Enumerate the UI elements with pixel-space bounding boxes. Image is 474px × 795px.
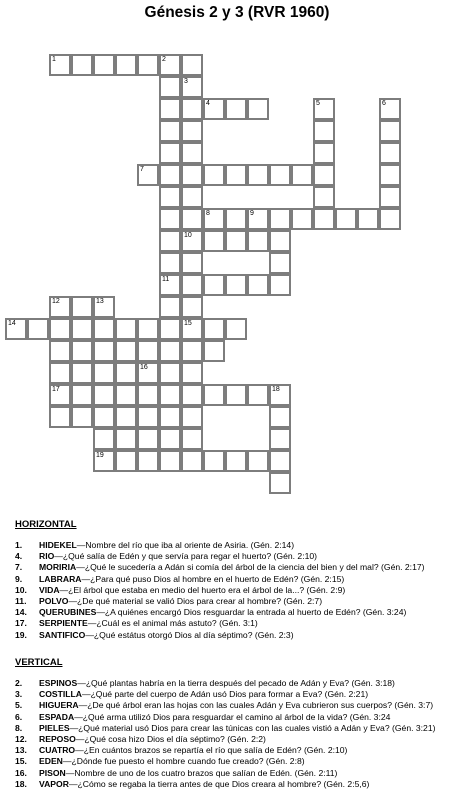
clue-item: [15, 562, 470, 573]
crossword-cell[interactable]: [181, 98, 203, 120]
crossword-cell[interactable]: [379, 186, 401, 208]
clue-item: [15, 540, 470, 551]
crossword-cell[interactable]: [115, 384, 137, 406]
crossword-cell[interactable]: [247, 164, 269, 186]
clue-item-answer: REPOSO: [39, 734, 76, 745]
clue-item: [15, 745, 470, 756]
crossword-cell[interactable]: [247, 98, 269, 120]
crossword-cell[interactable]: [203, 230, 225, 252]
crossword-cell[interactable]: [159, 98, 181, 120]
crossword-cell[interactable]: [137, 406, 159, 428]
crossword-cell[interactable]: [49, 318, 71, 340]
clue-item-text: —¿Qué le sucedería a Adán si comía del árbol de la ciencia del bien y del mal? (Gén. 2:17): [76, 562, 425, 573]
clue-number: 4: [206, 100, 210, 107]
crossword-cell[interactable]: [181, 230, 203, 252]
vertical-heading: VERTICAL: [15, 657, 63, 668]
crossword-cell[interactable]: [379, 120, 401, 142]
clue-item-number: 15.: [15, 756, 27, 767]
crossword-cell[interactable]: [181, 76, 203, 98]
crossword-cell[interactable]: [49, 362, 71, 384]
clue-number: 1: [52, 56, 56, 63]
clue-item-text: —¿El árbol que estaba en medio del huerto era el árbol de la...? (Gén. 2:9): [59, 584, 346, 595]
crossword-cell[interactable]: [159, 296, 181, 318]
clue-item-text: —¿Qué parte del cuerpo de Adán usó Dios para formar a Eva? (Gén. 2:21): [81, 689, 369, 700]
crossword-cell[interactable]: [159, 340, 181, 362]
clue-item-number: 3.: [15, 689, 23, 700]
clue-item: [15, 700, 470, 711]
crossword-cell[interactable]: [225, 274, 247, 296]
crossword-cell[interactable]: [269, 274, 291, 296]
crossword-cell[interactable]: [203, 450, 225, 472]
crossword-cell[interactable]: [313, 164, 335, 186]
crossword-cell[interactable]: [379, 98, 401, 120]
clue-item-text: —¿Dónde fue puesto el hombre cuando fue creado? (Gén. 2:8): [62, 756, 305, 767]
crossword-cell[interactable]: [181, 450, 203, 472]
clue-item-answer: CUATRO: [39, 745, 76, 756]
clue-item-number: 17.: [15, 618, 27, 629]
crossword-cell[interactable]: [71, 318, 93, 340]
clue-item: [15, 756, 470, 767]
clue-item-answer: COSTILLA: [39, 689, 82, 700]
crossword-cell[interactable]: [93, 340, 115, 362]
clue-item-text: —Nombre de uno de los cuatro brazos que salían de Edén. (Gén. 2:11): [65, 767, 338, 778]
crossword-cell[interactable]: [247, 384, 269, 406]
crossword-cell[interactable]: [159, 362, 181, 384]
crossword-cell[interactable]: [247, 230, 269, 252]
crossword-cell[interactable]: [159, 54, 181, 76]
clue-item-text: —¿Qué arma utilizó Dios para resguardar el camino al árbol de la vida? (Gén. 3:24: [74, 711, 391, 722]
clue-item: [15, 618, 470, 629]
crossword-cell[interactable]: [93, 362, 115, 384]
crossword-cell[interactable]: [49, 296, 71, 318]
clue-item-text: —¿Qué estátus otorgó Dios al día séptimo? (Gén. 2:3): [85, 629, 294, 640]
clue-item: [15, 768, 470, 779]
crossword-cell[interactable]: [181, 120, 203, 142]
crossword-cell[interactable]: [181, 406, 203, 428]
crossword-cell[interactable]: [137, 450, 159, 472]
clue-item-number: 16.: [15, 767, 27, 778]
clue-item-number: 9.: [15, 573, 23, 584]
crossword-cell[interactable]: [269, 406, 291, 428]
clue-item: [15, 779, 470, 790]
clue-item: [15, 585, 470, 596]
crossword-cell[interactable]: [115, 340, 137, 362]
crossword-cell[interactable]: [159, 120, 181, 142]
crossword-cell[interactable]: [203, 384, 225, 406]
crossword-cell[interactable]: [71, 384, 93, 406]
clue-item-answer: ESPADA: [39, 711, 75, 722]
crossword-cell[interactable]: [181, 362, 203, 384]
crossword-cell[interactable]: [137, 318, 159, 340]
clue-number: 9: [250, 210, 254, 217]
crossword-cell[interactable]: [159, 406, 181, 428]
clue-item-number: 2.: [15, 678, 23, 688]
clue-item-number: 18.: [15, 778, 27, 789]
crossword-cell[interactable]: [181, 208, 203, 230]
clue-item-text: —¿Para qué puso Dios al hombre en el huerto de Edén? (Gén. 2:15): [81, 573, 345, 584]
clue-number: 5: [316, 100, 320, 107]
crossword-cell[interactable]: [93, 54, 115, 76]
crossword-cell[interactable]: [159, 428, 181, 450]
clue-item-number: 10.: [15, 584, 27, 595]
crossword-cell[interactable]: [71, 54, 93, 76]
clue-item: [15, 551, 470, 562]
crossword-cell[interactable]: [247, 208, 269, 230]
crossword-cell[interactable]: [49, 340, 71, 362]
clue-item-answer: HIDEKEL: [39, 540, 77, 550]
clue-number: 14: [8, 320, 16, 327]
clue-item: [15, 607, 470, 618]
crossword-cell[interactable]: [313, 186, 335, 208]
crossword-cell[interactable]: [181, 318, 203, 340]
crossword-cell[interactable]: [5, 318, 27, 340]
crossword-cell[interactable]: [313, 208, 335, 230]
clue-number: 19: [96, 452, 104, 459]
crossword-cell[interactable]: [159, 164, 181, 186]
clue-item-answer: SERPIENTE: [39, 618, 88, 629]
crossword-cell[interactable]: [379, 164, 401, 186]
crossword-cell[interactable]: [137, 54, 159, 76]
clue-number: 16: [140, 364, 148, 371]
crossword-cell[interactable]: [313, 98, 335, 120]
crossword-cell[interactable]: [115, 450, 137, 472]
crossword-cell[interactable]: [269, 252, 291, 274]
crossword-cell[interactable]: [181, 296, 203, 318]
clue-number: 7: [140, 166, 144, 173]
crossword-cell[interactable]: [225, 164, 247, 186]
clue-item-text: —Nombre del río que iba al oriente de Asiria. (Gén. 2:14): [76, 540, 295, 550]
crossword-cell[interactable]: [115, 428, 137, 450]
clue-number: 3: [184, 78, 188, 85]
clue-item-number: 1.: [15, 540, 23, 550]
crossword-cell[interactable]: [93, 450, 115, 472]
crossword-cell[interactable]: [115, 406, 137, 428]
crossword-cell[interactable]: [93, 296, 115, 318]
crossword-cell[interactable]: [49, 384, 71, 406]
crossword-cell[interactable]: [203, 318, 225, 340]
crossword-cell[interactable]: [379, 142, 401, 164]
crossword-cell[interactable]: [159, 142, 181, 164]
crossword-cell[interactable]: [71, 296, 93, 318]
clue-number: 13: [96, 298, 104, 305]
crossword-cell[interactable]: [181, 428, 203, 450]
clue-item-number: 8.: [15, 722, 23, 733]
crossword-cell[interactable]: [93, 428, 115, 450]
crossword-cell[interactable]: [269, 428, 291, 450]
crossword-cell[interactable]: [357, 208, 379, 230]
clue-item-text: —¿De qué árbol eran las hojas con las cuales Adán y Eva cubrieron sus cuerpos? (Gén. 3:7): [78, 700, 434, 711]
crossword-cell[interactable]: [159, 208, 181, 230]
crossword-cell[interactable]: [93, 318, 115, 340]
crossword-cell[interactable]: [225, 384, 247, 406]
crossword-cell[interactable]: [203, 208, 225, 230]
clue-item: [15, 723, 470, 734]
crossword-cell[interactable]: [181, 164, 203, 186]
clue-number: 17: [52, 386, 60, 393]
crossword-cell[interactable]: [159, 76, 181, 98]
crossword-cell[interactable]: [269, 208, 291, 230]
clue-item-text: —¿Qué cosa hizo Dios el día séptimo? (Gén. 2:2): [75, 734, 266, 745]
crossword-cell[interactable]: [159, 450, 181, 472]
crossword-cell[interactable]: [181, 252, 203, 274]
crossword-cell[interactable]: [269, 230, 291, 252]
clue-item-number: 5.: [15, 700, 23, 711]
crossword-cell[interactable]: [159, 274, 181, 296]
crossword-cell[interactable]: [137, 340, 159, 362]
crossword-cell[interactable]: [313, 120, 335, 142]
clue-item-number: 19.: [15, 629, 27, 640]
crossword-cell[interactable]: [181, 54, 203, 76]
clue-number: 8: [206, 210, 210, 217]
clue-item-number: 7.: [15, 562, 23, 573]
crossword-cell[interactable]: [93, 384, 115, 406]
clue-item-text: —¿A quiénes encargó Dios resguardar la entrada al huerto de Edén? (Gén. 3:24): [96, 607, 407, 618]
crossword-cell[interactable]: [291, 208, 313, 230]
crossword-cell[interactable]: [203, 98, 225, 120]
clue-item-answer: HIGUERA: [39, 700, 79, 711]
horizontal-clue-list: [15, 540, 470, 641]
clue-number: 15: [184, 320, 192, 327]
clue-item-answer: ESPINOS: [39, 678, 78, 688]
clue-item: [15, 678, 470, 689]
crossword-cell[interactable]: [247, 450, 269, 472]
crossword-cell[interactable]: [159, 318, 181, 340]
clue-item-text: —¿En cuántos brazos se repartía el río que salía de Edén? (Gén. 2:10): [75, 745, 348, 756]
clue-item-answer: LABRARA: [39, 573, 82, 584]
crossword-cell[interactable]: [269, 164, 291, 186]
clue-item-text: —¿Cuál es el animal más astuto? (Gén. 3:1): [87, 618, 258, 629]
crossword-cell[interactable]: [159, 230, 181, 252]
clue-number: 18: [272, 386, 280, 393]
crossword-cell[interactable]: [137, 362, 159, 384]
clue-item: [15, 596, 470, 607]
crossword-cell[interactable]: [181, 142, 203, 164]
clue-number: 6: [382, 100, 386, 107]
clue-item-answer: MORIRIA: [39, 562, 77, 573]
clue-item-answer: EDEN: [39, 756, 63, 767]
clue-item-answer: QUERUBINES: [39, 607, 97, 618]
clue-number: 10: [184, 232, 192, 239]
clue-item: [15, 734, 470, 745]
crossword-cell[interactable]: [71, 340, 93, 362]
crossword-cell[interactable]: [115, 54, 137, 76]
clue-item-text: —¿Qué material usó Dios para crear las túnicas con las cuales vistió a Adán y Eva? (Gén. 3:21): [69, 722, 436, 733]
crossword-cell[interactable]: [379, 208, 401, 230]
crossword-cell[interactable]: [335, 208, 357, 230]
crossword-cell[interactable]: [225, 98, 247, 120]
crossword-cell[interactable]: [159, 186, 181, 208]
crossword-cell[interactable]: [181, 274, 203, 296]
crossword-cell[interactable]: [27, 318, 49, 340]
clue-item-number: 4.: [15, 551, 23, 562]
clue-item: [15, 712, 470, 723]
vertical-clue-list: [15, 678, 470, 790]
crossword-cell[interactable]: [137, 164, 159, 186]
clue-number: 11: [162, 276, 170, 283]
crossword-cell[interactable]: [71, 406, 93, 428]
crossword-cell[interactable]: [159, 384, 181, 406]
crossword-cell[interactable]: [115, 362, 137, 384]
clue-item-text: —¿Qué salía de Edén y que servía para regar el huerto? (Gén. 2:10): [54, 551, 318, 562]
crossword-cell[interactable]: [137, 384, 159, 406]
crossword-cell[interactable]: [269, 384, 291, 406]
crossword-cell[interactable]: [225, 318, 247, 340]
crossword-cell[interactable]: [115, 318, 137, 340]
crossword-cell[interactable]: [159, 252, 181, 274]
page-title: Génesis 2 y 3 (RVR 1960): [144, 4, 330, 21]
crossword-cell[interactable]: [291, 164, 313, 186]
clue-item: [15, 689, 470, 700]
crossword-cell[interactable]: [203, 164, 225, 186]
crossword-cell[interactable]: [203, 274, 225, 296]
clue-item-text: —¿Cómo se regaba la tierra antes de que Dios creara al hombre? (Gén. 2:5,6): [68, 778, 370, 789]
clue-item-answer: POLVO: [39, 596, 69, 607]
crossword-cell[interactable]: [181, 340, 203, 362]
crossword-cell[interactable]: [137, 428, 159, 450]
crossword-cell[interactable]: [181, 384, 203, 406]
clue-item-number: 14.: [15, 607, 27, 618]
clue-item-number: 13.: [15, 745, 27, 756]
crossword-cell[interactable]: [71, 362, 93, 384]
clue-item: [15, 630, 470, 641]
clue-number: 2: [162, 56, 166, 63]
clue-item-text: —¿Qué plantas habría en la tierra después del pecado de Adán y Eva? (Gén. 3:18): [77, 678, 395, 688]
crossword-cell[interactable]: [93, 406, 115, 428]
clue-item-answer: SANTIFICO: [39, 629, 86, 640]
crossword-cell[interactable]: [49, 406, 71, 428]
crossword-cell[interactable]: [247, 274, 269, 296]
clue-item-answer: PISON: [39, 767, 66, 778]
crossword-cell[interactable]: [181, 186, 203, 208]
crossword-cell[interactable]: [269, 450, 291, 472]
crossword-cell[interactable]: [225, 230, 247, 252]
clue-item-answer: PIELES: [39, 722, 70, 733]
clue-item-number: 12.: [15, 734, 27, 745]
clue-item: [15, 574, 470, 585]
clue-item-answer: RIO: [39, 551, 55, 562]
crossword-cell[interactable]: [269, 472, 291, 494]
crossword-cell[interactable]: [49, 54, 71, 76]
clue-number: 12: [52, 298, 60, 305]
crossword-cell[interactable]: [203, 340, 225, 362]
crossword-cell[interactable]: [225, 450, 247, 472]
crossword-cell[interactable]: [225, 208, 247, 230]
horizontal-heading: HORIZONTAL: [15, 519, 77, 530]
crossword-cell[interactable]: [313, 142, 335, 164]
clue-item-answer: VIDA: [39, 584, 60, 595]
clue-item-text: —¿De qué material se valió Dios para crear al hombre? (Gén. 2:7): [68, 596, 323, 607]
clue-item-answer: VAPOR: [39, 778, 69, 789]
clue-item-number: 6.: [15, 711, 23, 722]
clue-item-number: 11.: [15, 596, 27, 607]
